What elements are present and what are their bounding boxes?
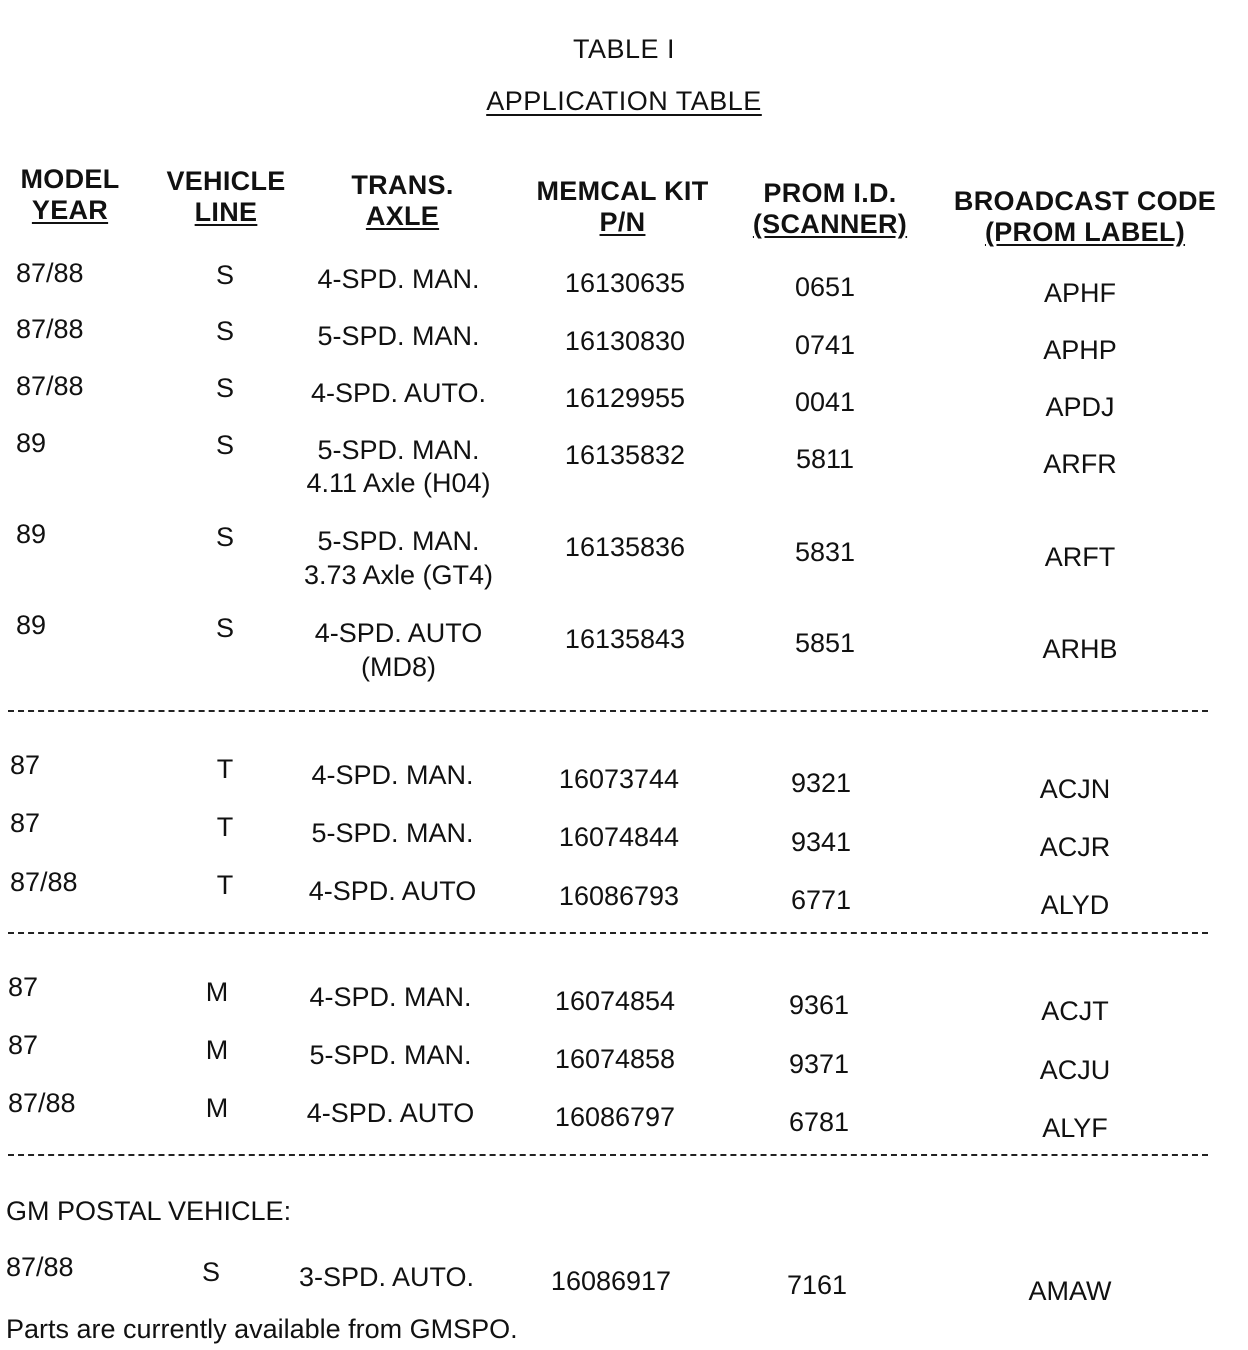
- header-vehicle-line-line2: LINE: [194, 197, 258, 227]
- cell-broadcast-code: ARFR: [1043, 449, 1117, 479]
- header-prom-id-line2: (SCANNER): [752, 209, 908, 239]
- cell-vehicle-line: T: [216, 870, 234, 900]
- cell-memcal-kit: 16086797: [554, 1102, 676, 1132]
- cell-prom-id: 6771: [790, 885, 852, 915]
- header-trans-axle-line2: AXLE: [365, 201, 440, 231]
- cell-model-year: 87/88: [10, 867, 78, 897]
- cell-trans-axle-detail: 4.11 Axle (H04): [306, 468, 491, 498]
- cell-trans-axle: 5-SPD. MAN.: [317, 321, 480, 351]
- footer-note: Parts are currently available from GMSPO.: [6, 1314, 518, 1344]
- cell-broadcast-code: ARHB: [1042, 634, 1118, 664]
- cell-trans-axle: 4-SPD. MAN.: [317, 264, 480, 294]
- cell-trans-axle: 5-SPD. MAN.: [311, 818, 474, 848]
- cell-broadcast-code: ALYF: [1042, 1113, 1108, 1143]
- cell-memcal-kit: 16135836: [564, 532, 686, 562]
- cell-model-year: 87/88: [16, 371, 84, 401]
- header-model-year-line2: YEAR: [31, 195, 109, 225]
- cell-model-year: 87/88: [16, 258, 84, 288]
- cell-trans-axle: 5-SPD. MAN.: [309, 1040, 472, 1070]
- table-subtitle: APPLICATION TABLE: [486, 86, 762, 116]
- cell-memcal-kit: 16135843: [564, 624, 686, 654]
- cell-model-year: 87/88: [16, 314, 84, 344]
- cell-memcal-kit: 16074854: [554, 986, 676, 1016]
- cell-vehicle-line: M: [205, 977, 229, 1007]
- cell-prom-id: 5831: [794, 537, 856, 567]
- cell-model-year: 89: [16, 610, 47, 640]
- cell-trans-axle: 5-SPD. MAN.: [317, 526, 480, 556]
- cell-model-year: 87: [10, 808, 41, 838]
- cell-memcal-kit: 16130830: [564, 326, 686, 356]
- cell-prom-id: 9341: [790, 827, 852, 857]
- cell-broadcast-code: ARFT: [1044, 542, 1116, 572]
- cell-trans-axle: 4-SPD. AUTO.: [310, 378, 487, 408]
- header-broadcast-code-line1: BROADCAST CODE: [953, 186, 1217, 216]
- cell-trans-axle-detail: 3.73 Axle (GT4): [303, 560, 494, 590]
- table-title: TABLE I: [572, 34, 676, 64]
- cell-prom-id: 9371: [788, 1049, 850, 1079]
- cell-trans-axle: 4-SPD. MAN.: [309, 982, 472, 1012]
- cell-model-year: 89: [16, 428, 47, 458]
- cell-model-year: 87: [10, 750, 41, 780]
- header-prom-id: [740, 178, 920, 240]
- cell-prom-id: 0651: [794, 272, 856, 302]
- header-model-year: [14, 164, 126, 226]
- cell-trans-axle: 4-SPD. AUTO: [314, 618, 483, 648]
- cell-memcal-kit: 16073744: [558, 764, 680, 794]
- cell-broadcast-code: APHP: [1043, 335, 1117, 365]
- cell-trans-axle: 4-SPD. AUTO: [306, 1098, 475, 1128]
- header-trans-axle: [330, 170, 475, 232]
- cell-broadcast-code: ALYD: [1040, 890, 1110, 920]
- cell-vehicle-line: S: [201, 1257, 220, 1287]
- cell-trans-axle: 4-SPD. AUTO: [308, 876, 477, 906]
- cell-trans-axle: 4-SPD. MAN.: [311, 760, 474, 790]
- header-model-year-line1: MODEL: [20, 164, 120, 194]
- header-memcal-kit-line1: MEMCAL KIT: [536, 176, 709, 206]
- cell-model-year: 87: [8, 1030, 39, 1060]
- cell-model-year: 87/88: [8, 1088, 76, 1118]
- group-divider: [8, 1154, 1208, 1156]
- cell-model-year: 87: [8, 972, 39, 1002]
- group-divider: [8, 710, 1208, 712]
- cell-prom-id: 0041: [794, 387, 856, 417]
- cell-vehicle-line: S: [215, 430, 234, 460]
- cell-prom-id: 5811: [795, 444, 855, 474]
- cell-model-year: 89: [16, 519, 47, 549]
- header-vehicle-line-line1: VEHICLE: [166, 166, 286, 196]
- cell-memcal-kit: 16074844: [558, 822, 680, 852]
- cell-prom-id: 6781: [788, 1107, 850, 1137]
- cell-memcal-kit: 16074858: [554, 1044, 676, 1074]
- cell-memcal-kit: 16086793: [558, 881, 680, 911]
- cell-prom-id: 7161: [786, 1270, 848, 1300]
- postal-vehicle-heading: GM POSTAL VEHICLE:: [6, 1196, 292, 1226]
- cell-vehicle-line: M: [205, 1093, 229, 1123]
- cell-model-year: 87/88: [6, 1252, 74, 1282]
- cell-trans-axle: 5-SPD. MAN.: [317, 435, 480, 465]
- cell-trans-axle-detail: (MD8): [361, 652, 436, 682]
- header-prom-id-line1: PROM I.D.: [763, 178, 897, 208]
- cell-broadcast-code: ACJU: [1039, 1055, 1111, 1085]
- cell-broadcast-code: ACJT: [1041, 996, 1109, 1026]
- cell-memcal-kit: 16086917: [550, 1266, 672, 1296]
- cell-memcal-kit: 16135832: [564, 440, 686, 470]
- cell-vehicle-line: S: [215, 316, 234, 346]
- cell-trans-axle: 3-SPD. AUTO.: [298, 1262, 475, 1292]
- cell-prom-id: 9321: [790, 768, 852, 798]
- cell-broadcast-code: ACJR: [1039, 832, 1111, 862]
- cell-prom-id: 0741: [794, 330, 856, 360]
- group-divider: [8, 932, 1208, 934]
- cell-vehicle-line: S: [215, 522, 234, 552]
- cell-memcal-kit: 16130635: [564, 268, 686, 298]
- header-memcal-kit: [520, 176, 725, 238]
- cell-vehicle-line: T: [216, 754, 234, 784]
- header-memcal-kit-line2: P/N: [599, 207, 646, 237]
- header-broadcast-code-line2: (PROM LABEL): [984, 217, 1186, 247]
- cell-prom-id: 9361: [788, 990, 850, 1020]
- header-trans-axle-line1: TRANS.: [351, 170, 454, 200]
- header-vehicle-line: [156, 166, 296, 228]
- cell-broadcast-code: AMAW: [1028, 1276, 1112, 1306]
- cell-broadcast-code: APHF: [1043, 278, 1116, 308]
- cell-vehicle-line: M: [205, 1035, 229, 1065]
- header-broadcast-code: [935, 186, 1235, 248]
- cell-broadcast-code: ACJN: [1039, 774, 1111, 804]
- cell-memcal-kit: 16129955: [564, 383, 686, 413]
- cell-prom-id: 5851: [794, 628, 856, 658]
- cell-vehicle-line: S: [215, 260, 234, 290]
- cell-vehicle-line: T: [216, 812, 234, 842]
- cell-broadcast-code: APDJ: [1045, 392, 1115, 422]
- cell-vehicle-line: S: [215, 373, 234, 403]
- cell-vehicle-line: S: [215, 613, 234, 643]
